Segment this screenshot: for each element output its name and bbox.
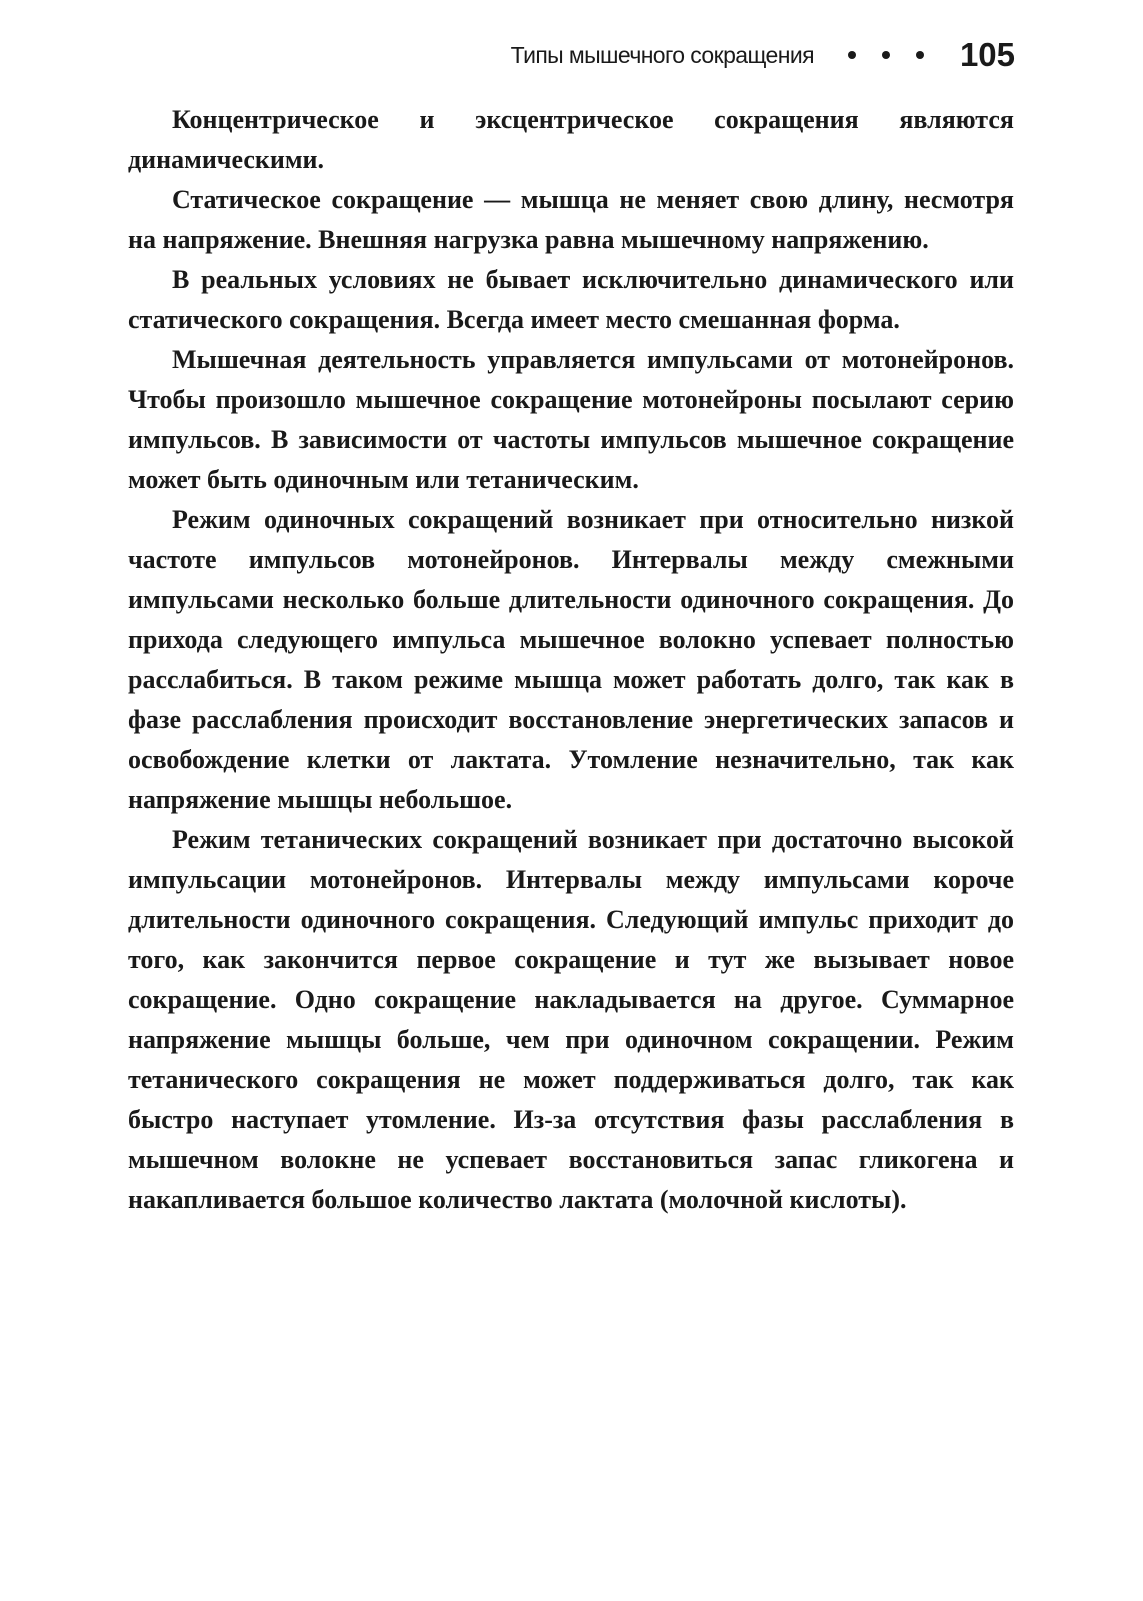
dot-icon [916,51,924,59]
paragraph-tetanic-contractions [128,820,1014,1220]
paragraph-text: Мышечная деятельность управляется импульсами от мотонейронов. Чтобы произошло мышечное сокращение мотонейроны посылают серию импульсов. В зависимости от частоты импульсов мышечное сокращение может быть одиночным или тетаническим. [128,345,1014,494]
page-number: 105 [959,36,1015,73]
dot-icon [848,51,856,59]
paragraph-text: возникает при достаточно высокой импульсации мотонейронов. Интервалы между импульсами короче длительности одиночного сокращения. Следующий импульс приходит до того, как закончится первое сокращение и тут же вызывает новое сокращение. Одно сокращение накладывается на другое. Суммарное напряжение мышцы больше, чем при одиночном сокращении. Режим тетанического сокращения не может поддерживаться долго, так как быстро наступает утомление. Из-за отсутствия фазы расслабления в мышечном волокне не успевает восстановиться запас гликогена и накапливается большое количество лактата (молочной кислоты). [128,825,1014,1214]
page-body [128,100,1014,1220]
paragraph-text: В реальных условиях не бывает исключительно динамического или статического сокращения. Всегда имеет место смешанная форма. [128,265,1014,334]
paragraph-lead-term: Режим тетанических сокращений [172,825,578,854]
header-dots-ornament [848,51,924,59]
paragraph-lead-term: Статическое сокращение [172,185,474,214]
running-title: Типы мышечного сокращения [510,41,814,68]
paragraph-motor-neuron-control [128,340,1014,500]
paragraph-mixed-form [128,260,1014,340]
dot-icon [882,51,890,59]
paragraph-lead-term: Режим одиночных сокращений [172,505,554,534]
paragraph-dynamic-contractions [128,100,1014,180]
paragraph-text: — мышца не меняет свою длину, несмотря на напряжение. Внешняя нагрузка равна мышечному напряжению. [128,185,1014,254]
paragraph-text: Концентрическое и эксцентрическое сокращения являются динамическими. [128,105,1014,174]
paragraph-text: возникает при относительно низкой частоте импульсов мотонейронов. Интервалы между смежными импульсами несколько больше длительности одиночного сокращения. До прихода следующего импульса мышечное волокно успевает полностью расслабиться. В таком режиме мышца может работать долго, так как в фазе расслабления происходит восстановление энергетических запасов и освобождение клетки от лактата. Утомление незначительно, так как напряжение мышцы небольшое. [128,505,1014,814]
paragraph-single-contractions [128,500,1014,820]
paragraph-static-contraction [128,180,1014,260]
running-header [420,30,1015,80]
